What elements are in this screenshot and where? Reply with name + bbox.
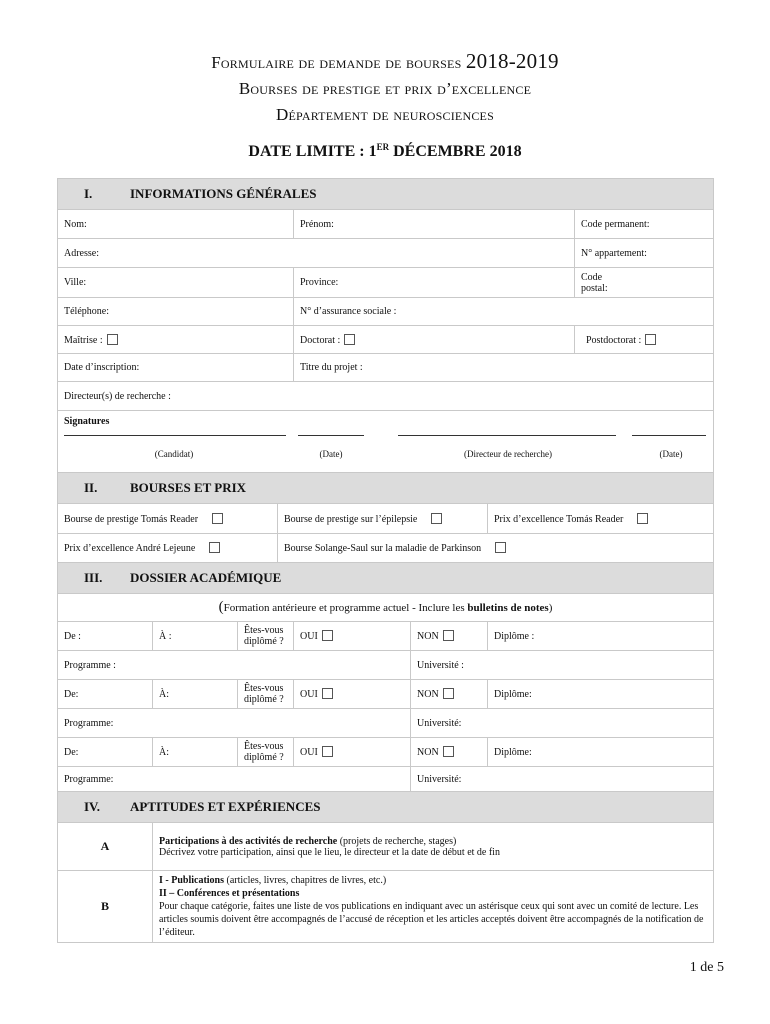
programme-field[interactable]: Programme :	[58, 651, 411, 680]
postdoctorat-option[interactable]: Postdoctorat :	[575, 326, 714, 354]
prix-andre-lejeune-option[interactable]: Prix d’excellence André Lejeune	[58, 534, 278, 563]
de-field[interactable]: De:	[58, 738, 153, 767]
oui-checkbox[interactable]	[322, 688, 333, 699]
section-header-bourses: II. BOURSES ET PRIX	[58, 473, 714, 504]
date-inscription-field[interactable]: Date d’inscription:	[58, 354, 294, 382]
universite-field[interactable]: Université:	[411, 709, 714, 738]
date-signature-line-1[interactable]	[298, 435, 364, 436]
diplome-field[interactable]: Diplôme:	[488, 680, 714, 709]
deadline: DATE LIMITE : 1ER DÉCEMBRE 2018	[248, 142, 522, 160]
prenom-field[interactable]: Prénom:	[294, 210, 575, 239]
form-title: Formulaire de demande de bourses 2018-2019	[211, 49, 559, 73]
page-number: 1 de 5	[689, 960, 724, 975]
form-year: 2018-2019	[465, 49, 559, 73]
non-checkbox[interactable]	[443, 746, 454, 757]
formation-row	[58, 738, 714, 767]
directeur-label: (Directeur de recherche)	[464, 449, 552, 459]
candidat-label: (Candidat)	[154, 449, 194, 459]
section-header-dossier: III. DOSSIER ACADÉMIQUE	[58, 563, 714, 594]
maitrise-checkbox[interactable]	[107, 334, 118, 345]
a-field[interactable]: À:	[153, 680, 238, 709]
item-b-letter: B	[58, 871, 153, 943]
date-label-2: (Date)	[659, 449, 683, 459]
oui-option[interactable]: OUI	[294, 680, 411, 709]
directeur-signature-line[interactable]	[398, 435, 616, 436]
bourse-epilepsie-option[interactable]: Bourse de prestige sur l’épilepsie	[278, 504, 488, 534]
diplome-question: Êtes-vous diplômé ?	[238, 738, 294, 767]
code-permanent-field[interactable]: Code permanent:	[575, 210, 714, 239]
formation-row	[58, 622, 714, 651]
oui-option[interactable]: OUI	[294, 738, 411, 767]
diplome-field[interactable]: Diplôme :	[488, 622, 714, 651]
nom-field[interactable]: Nom:	[58, 210, 294, 239]
nas-field[interactable]: N° d’assurance sociale :	[294, 298, 714, 326]
oui-checkbox[interactable]	[322, 746, 333, 757]
oui-checkbox[interactable]	[322, 630, 333, 641]
de-field[interactable]: De :	[58, 622, 153, 651]
de-field[interactable]: De:	[58, 680, 153, 709]
department-name: Département de neurosciences	[276, 105, 494, 124]
section-header-aptitudes: IV. APTITUDES ET EXPÉRIENCES	[58, 792, 714, 823]
diplome-question: Êtes-vous diplômé ?	[238, 680, 294, 709]
universite-field[interactable]: Université :	[411, 651, 714, 680]
directeurs-field[interactable]: Directeur(s) de recherche :	[58, 382, 714, 411]
ville-field[interactable]: Ville:	[58, 268, 294, 298]
programme-field[interactable]: Programme:	[58, 767, 411, 792]
signatures-row	[58, 411, 714, 473]
form-subtitle: Bourses de prestige et prix d’excellence	[238, 79, 532, 98]
prix-andre-lejeune-checkbox[interactable]	[209, 542, 220, 553]
a-field[interactable]: À:	[153, 738, 238, 767]
telephone-field[interactable]: Téléphone:	[58, 298, 294, 326]
province-field[interactable]: Province:	[294, 268, 575, 298]
doctorat-option[interactable]: Doctorat :	[294, 326, 575, 354]
non-option[interactable]: NON	[411, 738, 488, 767]
oui-option[interactable]: OUI	[294, 622, 411, 651]
prix-tomas-reader-checkbox[interactable]	[637, 513, 648, 524]
dossier-intro: (Formation antérieure et programme actuel - Inclure les bulletins de notes)	[58, 594, 714, 622]
candidat-signature-line[interactable]	[64, 435, 286, 436]
programme-field[interactable]: Programme:	[58, 709, 411, 738]
postdoctorat-checkbox[interactable]	[645, 334, 656, 345]
appartement-field[interactable]: N° appartement:	[575, 239, 714, 268]
date-signature-line-2[interactable]	[632, 435, 706, 436]
bourse-tomas-reader-checkbox[interactable]	[212, 513, 223, 524]
formation-row	[58, 680, 714, 709]
bourse-parkinson-option[interactable]: Bourse Solange-Saul sur la maladie de Parkinson	[278, 534, 714, 563]
doctorat-checkbox[interactable]	[344, 334, 355, 345]
diplome-question: Êtes-vous diplômé ?	[238, 622, 294, 651]
item-a-letter: A	[58, 823, 153, 871]
universite-field[interactable]: Université:	[411, 767, 714, 792]
bourse-epilepsie-checkbox[interactable]	[431, 513, 442, 524]
non-option[interactable]: NON	[411, 622, 488, 651]
bourse-parkinson-checkbox[interactable]	[495, 542, 506, 553]
adresse-field[interactable]: Adresse:	[58, 239, 575, 268]
titre-projet-field[interactable]: Titre du projet :	[294, 354, 714, 382]
date-label-1: (Date)	[319, 449, 343, 459]
bourse-tomas-reader-option[interactable]: Bourse de prestige Tomás Reader	[58, 504, 278, 534]
section-header-general: I. INFORMATIONS GÉNÉRALES	[58, 179, 714, 210]
code-postal-field[interactable]: Code postal:	[575, 268, 714, 298]
signatures-label: Signatures	[64, 416, 110, 427]
non-option[interactable]: NON	[411, 680, 488, 709]
non-checkbox[interactable]	[443, 630, 454, 641]
form-header	[0, 48, 770, 161]
non-checkbox[interactable]	[443, 688, 454, 699]
item-b-description: I - Publications (articles, livres, chapitres de livres, etc.) II – Conférences et présentations Pour chaque catégorie, faites une liste de vos publications en indiquant avec un astérisque ceux qui sont avec un comité de lecture. Les articles soumis doivent être accompagnés de l’accusé de réception et les articles acceptés doivent être accompagnés de la notification de l’éditeur.	[153, 871, 714, 943]
maitrise-option[interactable]: Maîtrise :	[58, 326, 294, 354]
application-form-table	[57, 178, 714, 943]
item-a-description: Participations à des activités de recherche (projets de recherche, stages) Décrivez votre participation, ainsi que le lieu, le directeur et la date de début et de fin	[153, 823, 714, 871]
a-field[interactable]: À :	[153, 622, 238, 651]
prix-tomas-reader-option[interactable]: Prix d’excellence Tomás Reader	[488, 504, 714, 534]
diplome-field[interactable]: Diplôme:	[488, 738, 714, 767]
